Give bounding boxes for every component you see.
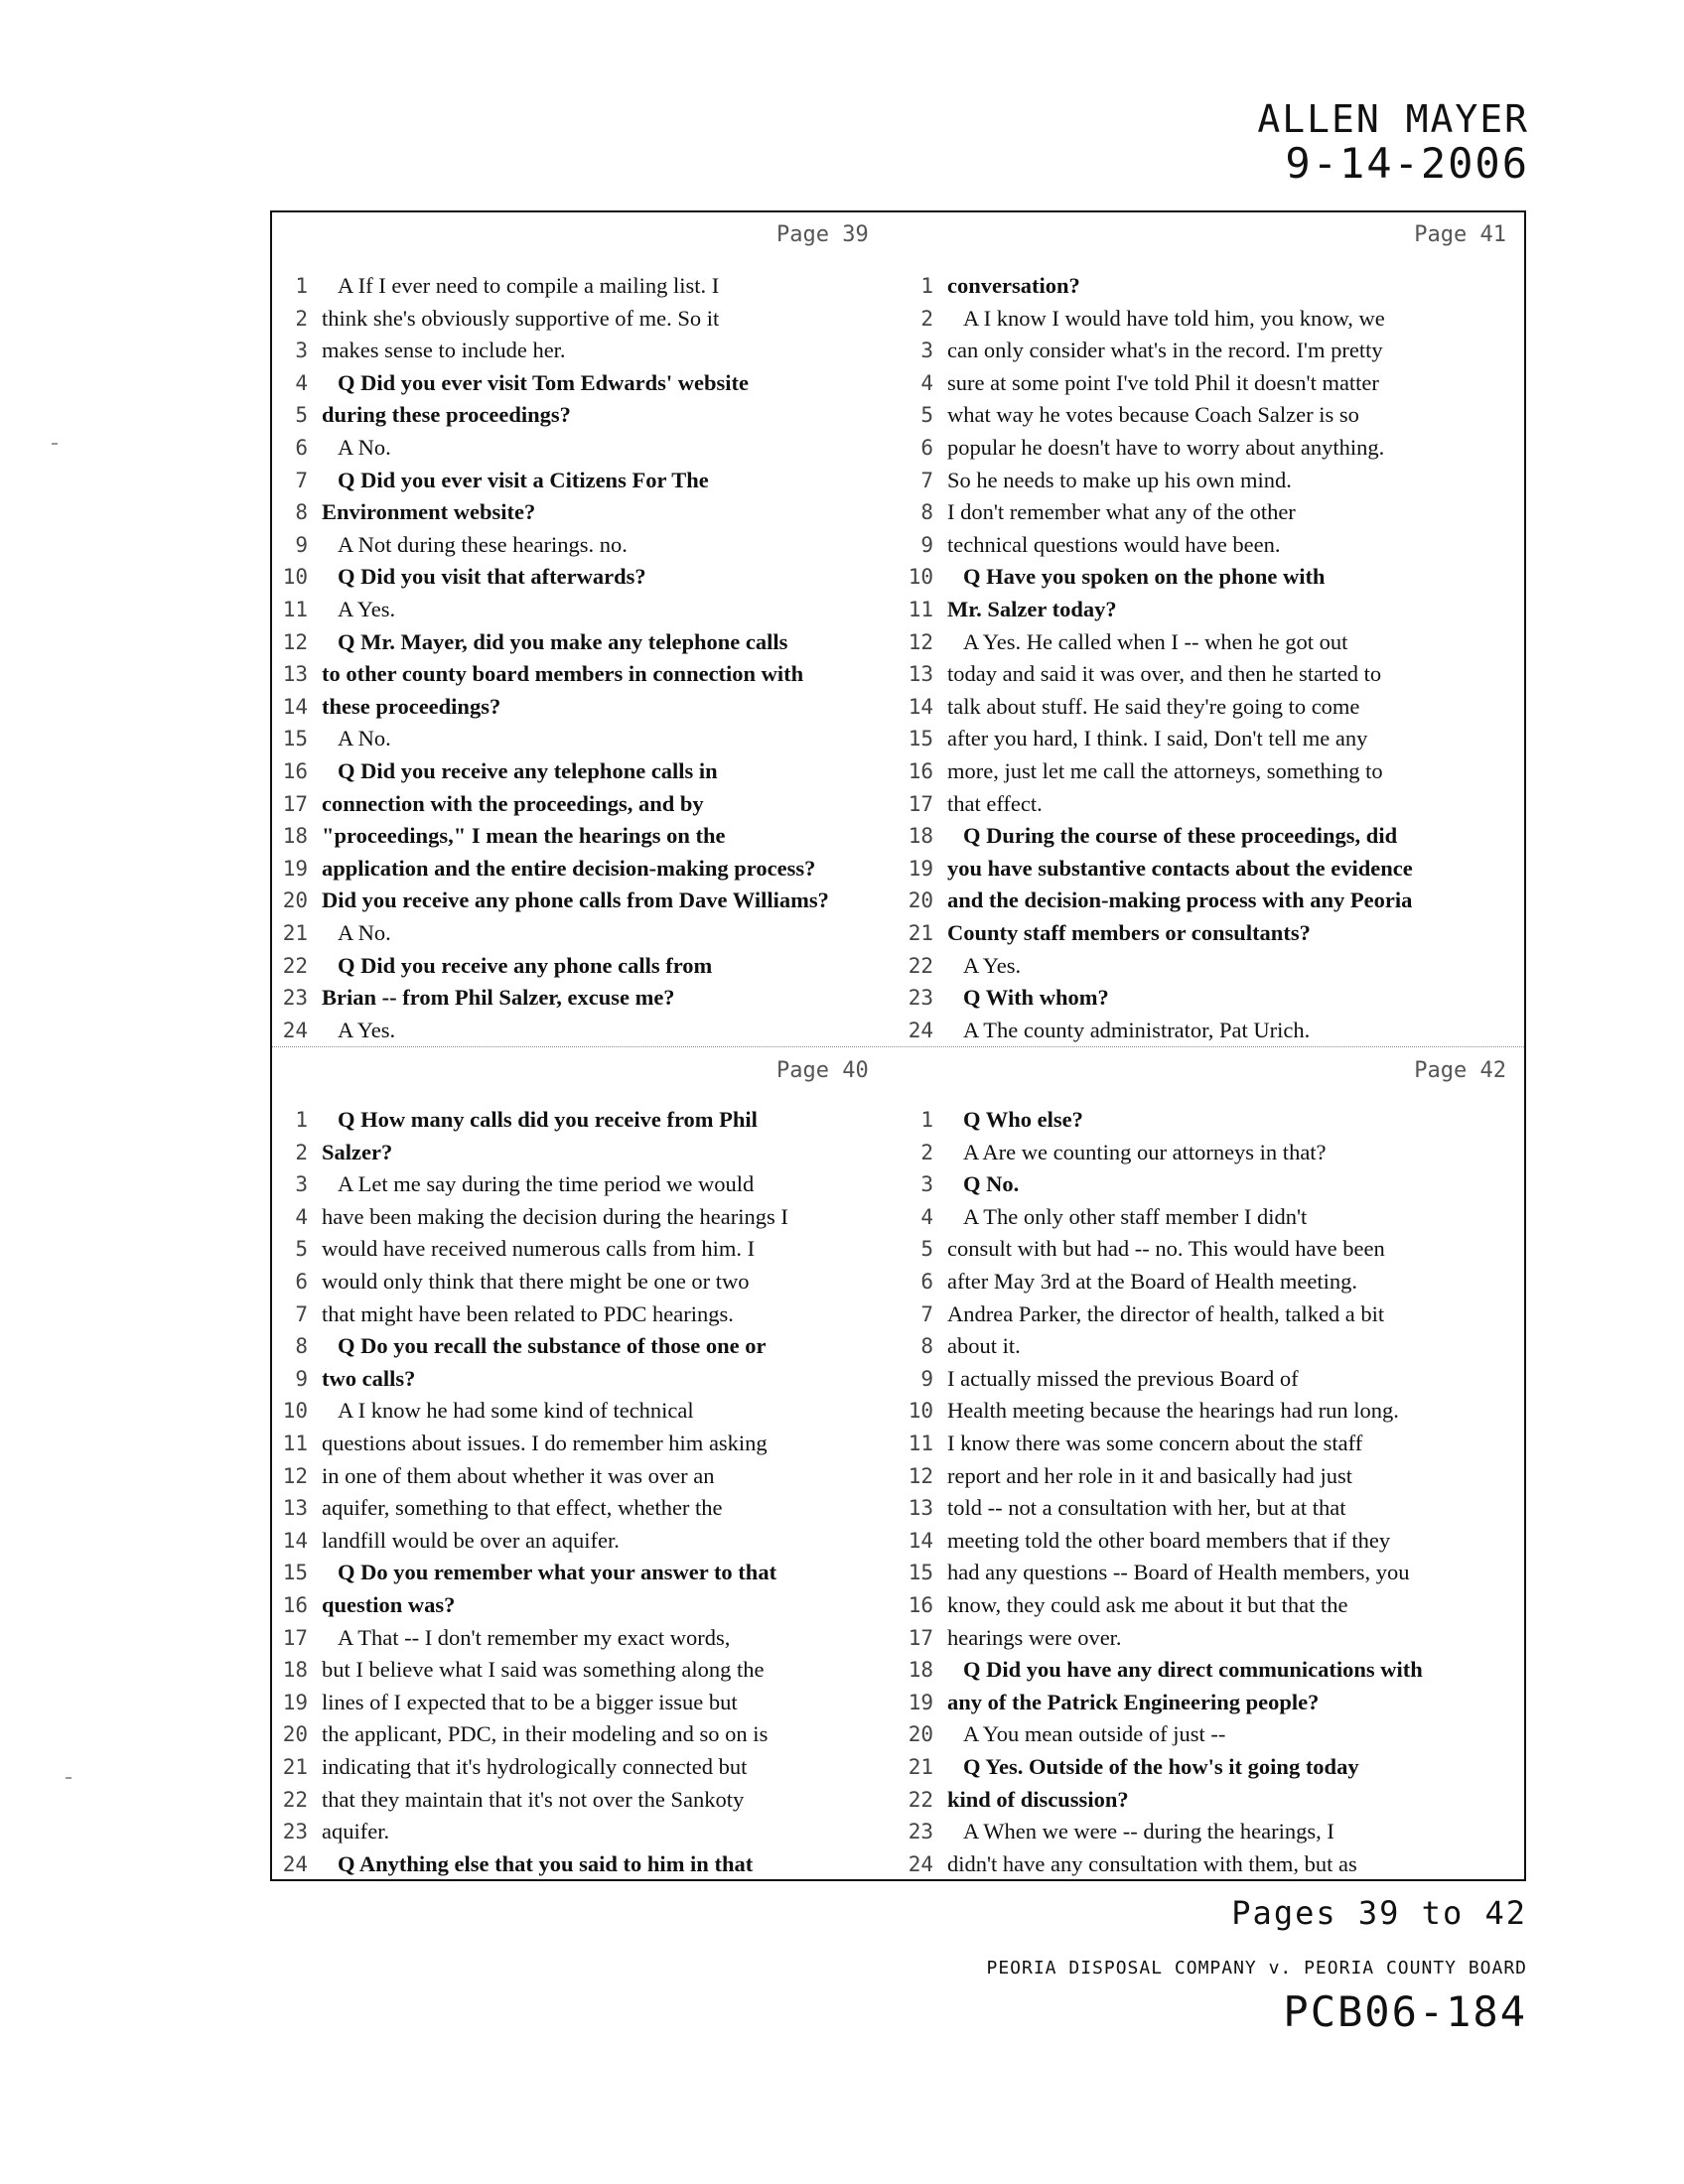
line-number: 20: [282, 888, 308, 913]
line-number: 8: [920, 500, 933, 525]
line-text: A The only other staff member I didn't: [963, 1203, 1308, 1229]
line-number: 17: [908, 791, 933, 816]
line-text: would only think that there might be one or two: [322, 1269, 750, 1294]
line-number: 21: [908, 921, 933, 945]
line-number: 17: [282, 1625, 308, 1650]
line-number: 2: [295, 1140, 308, 1164]
line-number: 2: [920, 306, 933, 331]
scan-speck: [66, 1777, 71, 1779]
line-text: the applicant, PDC, in their modeling and so on is: [322, 1721, 769, 1747]
line-number: 11: [282, 598, 308, 621]
line-text: Q With whom?: [963, 985, 1109, 1011]
line-number: 18: [908, 824, 933, 849]
line-number: 11: [908, 598, 933, 621]
line-number: 23: [282, 1820, 308, 1844]
line-text: Q Do you remember what your answer to that: [338, 1560, 777, 1585]
line-text: more, just let me call the attorneys, something to: [947, 758, 1383, 783]
line-text: application and the entire decision-making process?: [322, 855, 816, 881]
line-number: 12: [908, 1463, 933, 1488]
line-text: A Yes. He called when I -- when he got out: [963, 628, 1348, 654]
line-number: 1: [295, 274, 308, 298]
line-number: 24: [282, 1018, 308, 1042]
line-number: 21: [282, 921, 308, 945]
line-text: A Are we counting our attorneys in that?: [963, 1139, 1327, 1164]
line-text: know, they could ask me about it but that the: [947, 1592, 1348, 1617]
line-text: after May 3rd at the Board of Health meeting.: [947, 1269, 1357, 1294]
line-number: 13: [908, 662, 933, 687]
line-text: Environment website?: [322, 499, 536, 525]
line-text: didn't have any consultation with them, but as: [947, 1850, 1357, 1876]
line-number: 8: [295, 1334, 308, 1359]
line-text: kind of discussion?: [947, 1786, 1129, 1812]
line-text: can only consider what's in the record. I'm pretty: [947, 338, 1383, 363]
line-number: 14: [282, 694, 308, 719]
line-text: and the decision-making process with any Peoria: [947, 887, 1413, 913]
line-text: told -- not a consultation with her, but at that: [947, 1495, 1346, 1521]
line-text: Q No.: [963, 1171, 1020, 1197]
line-text: to other county board members in connection with: [322, 661, 804, 687]
line-text: Q During the course of these proceedings, did: [963, 823, 1398, 849]
line-number: 21: [908, 1755, 933, 1779]
line-number: 23: [282, 986, 308, 1011]
line-number: 15: [282, 727, 308, 751]
line-text: but I believe what I said was something along the: [322, 1657, 765, 1683]
line-number: 16: [908, 759, 933, 783]
transcript-frame: [270, 210, 1526, 1881]
line-number: 7: [295, 468, 308, 492]
line-number: 16: [908, 1593, 933, 1617]
deposition-date: 9-14-2006: [1285, 139, 1529, 188]
line-text: landfill would be over an aquifer.: [322, 1527, 620, 1553]
line-text: A You mean outside of just --: [963, 1721, 1226, 1747]
line-text: these proceedings?: [322, 693, 501, 719]
page-41-label: Page 41: [1414, 222, 1506, 247]
line-text: that they maintain that it's not over the Sankoty: [322, 1786, 745, 1812]
page-40-label: Page 40: [776, 1058, 869, 1083]
line-number: 6: [295, 436, 308, 460]
line-text: Salzer?: [322, 1139, 393, 1164]
line-number: 22: [908, 953, 933, 978]
line-number: 13: [282, 1496, 308, 1521]
line-number: 2: [920, 1140, 933, 1164]
line-text: sure at some point I've told Phil it doesn't matter: [947, 369, 1379, 395]
line-text: Q Did you receive any phone calls from: [338, 952, 713, 978]
line-number: 7: [295, 1301, 308, 1326]
line-text: A That -- I don't remember my exact words,: [338, 1624, 731, 1650]
line-text: A Yes.: [338, 1017, 396, 1042]
line-text: Mr. Salzer today?: [947, 597, 1117, 621]
line-text: So he needs to make up his own mind.: [947, 467, 1292, 492]
line-text: A No.: [338, 726, 391, 751]
case-caption: PEORIA DISPOSAL COMPANY v. PEORIA COUNTY BOARD: [986, 1958, 1527, 1979]
line-text: Q Mr. Mayer, did you make any telephone calls: [338, 628, 788, 654]
line-number: 1: [920, 1108, 933, 1132]
line-text: after you hard, I think. I said, Don't tell me any: [947, 726, 1368, 751]
line-number: 11: [908, 1432, 933, 1455]
line-number: 20: [908, 1722, 933, 1747]
line-text: aquifer.: [322, 1819, 390, 1844]
line-text: any of the Patrick Engineering people?: [947, 1689, 1320, 1714]
line-text: A I know he had some kind of technical: [338, 1398, 694, 1424]
line-text: "proceedings," I mean the hearings on the: [322, 823, 726, 849]
line-number: 19: [908, 856, 933, 881]
pages-range: Pages 39 to 42: [1231, 1894, 1527, 1932]
line-number: 8: [295, 500, 308, 525]
line-number: 19: [908, 1690, 933, 1714]
line-text: Q Who else?: [963, 1107, 1083, 1132]
line-number: 6: [295, 1270, 308, 1294]
line-text: Q Did you ever visit a Citizens For The: [338, 467, 709, 492]
line-number: 23: [908, 986, 933, 1011]
line-text: I know there was some concern about the staff: [947, 1431, 1363, 1455]
line-text: have been making the decision during the hearings I: [322, 1203, 788, 1229]
line-number: 18: [282, 1658, 308, 1683]
line-number: 23: [908, 1820, 933, 1844]
line-number: 19: [282, 1690, 308, 1714]
line-text: Q Did you have any direct communications with: [963, 1657, 1423, 1683]
line-number: 13: [282, 662, 308, 687]
line-text: Q Have you spoken on the phone with: [963, 564, 1326, 590]
line-text: Q Did you ever visit Tom Edwards' website: [338, 369, 749, 395]
line-number: 4: [920, 370, 933, 395]
quadrant-divider: [272, 1046, 1524, 1047]
line-text: questions about issues. I do remember him asking: [322, 1431, 768, 1455]
line-text: A The county administrator, Pat Urich.: [963, 1017, 1311, 1042]
line-number: 10: [282, 1399, 308, 1424]
line-number: 14: [908, 694, 933, 719]
line-text: A Let me say during the time period we would: [338, 1171, 755, 1197]
line-number: 12: [282, 1463, 308, 1488]
line-text: Q Did you visit that afterwards?: [338, 564, 646, 590]
deponent-name: ALLEN MAYER: [1257, 97, 1529, 141]
line-text: Did you receive any phone calls from Dave Williams?: [322, 887, 829, 913]
line-text: I don't remember what any of the other: [947, 499, 1296, 525]
line-number: 9: [295, 532, 308, 557]
line-text: lines of I expected that to be a bigger issue but: [322, 1689, 738, 1714]
scan-speck: [52, 443, 58, 445]
line-text: makes sense to include her.: [322, 338, 566, 363]
line-text: during these proceedings?: [322, 402, 571, 428]
line-text: County staff members or consultants?: [947, 920, 1311, 945]
line-number: 12: [908, 629, 933, 654]
line-text: report and her role in it and basically had just: [947, 1462, 1352, 1488]
line-text: Brian -- from Phil Salzer, excuse me?: [322, 985, 675, 1011]
line-number: 15: [908, 1561, 933, 1585]
line-number: 24: [908, 1018, 933, 1042]
line-number: 10: [908, 565, 933, 590]
line-number: 8: [920, 1334, 933, 1359]
line-text: hearings were over.: [947, 1624, 1122, 1650]
line-number: 1: [920, 274, 933, 298]
line-number: 4: [295, 1204, 308, 1229]
line-text: A If I ever need to compile a mailing list. I: [338, 273, 720, 298]
line-text: Q How many calls did you receive from Phil: [338, 1107, 758, 1132]
line-text: A I know I would have told him, you know, we: [963, 305, 1385, 331]
line-text: Q Anything else that you said to him in that: [338, 1850, 754, 1876]
line-number: 16: [282, 759, 308, 783]
line-number: 22: [282, 1787, 308, 1812]
line-number: 12: [282, 629, 308, 654]
line-number: 20: [282, 1722, 308, 1747]
line-number: 22: [908, 1787, 933, 1812]
line-text: think she's obviously supportive of me. So it: [322, 305, 720, 331]
line-text: in one of them about whether it was over an: [322, 1462, 715, 1488]
line-text: A Yes.: [963, 952, 1022, 978]
line-text: you have substantive contacts about the evidence: [947, 855, 1413, 881]
line-number: 5: [295, 1237, 308, 1262]
line-number: 11: [282, 1432, 308, 1455]
line-number: 22: [282, 953, 308, 978]
line-number: 3: [920, 339, 933, 363]
line-number: 3: [295, 339, 308, 363]
line-text: Andrea Parker, the director of health, talked a bit: [947, 1300, 1385, 1326]
line-number: 5: [295, 403, 308, 428]
line-number: 16: [282, 1593, 308, 1617]
line-number: 7: [920, 1301, 933, 1326]
line-text: indicating that it's hydrologically connected but: [322, 1754, 748, 1779]
line-text: question was?: [322, 1592, 456, 1617]
line-number: 24: [282, 1851, 308, 1876]
line-number: 5: [920, 1237, 933, 1262]
line-number: 6: [920, 436, 933, 460]
line-number: 15: [282, 1561, 308, 1585]
case-number: PCB06-184: [1283, 1987, 1527, 2036]
line-number: 13: [908, 1496, 933, 1521]
line-text: A Yes.: [338, 597, 396, 621]
line-text: talk about stuff. He said they're going to come: [947, 693, 1360, 719]
line-number: 3: [920, 1172, 933, 1197]
line-text: two calls?: [322, 1365, 416, 1391]
line-number: 18: [282, 824, 308, 849]
line-text: A No.: [338, 435, 391, 460]
line-number: 15: [908, 727, 933, 751]
line-number: 10: [282, 565, 308, 590]
line-text: that effect.: [947, 790, 1043, 816]
line-number: 9: [295, 1366, 308, 1391]
line-number: 17: [908, 1625, 933, 1650]
line-number: 6: [920, 1270, 933, 1294]
line-number: 14: [282, 1528, 308, 1553]
line-text: that might have been related to PDC hearings.: [322, 1300, 734, 1326]
line-number: 4: [920, 1204, 933, 1229]
line-number: 17: [282, 791, 308, 816]
line-number: 24: [908, 1851, 933, 1876]
line-number: 10: [908, 1399, 933, 1424]
line-text: popular he doesn't have to worry about anything.: [947, 435, 1385, 460]
line-number: 1: [295, 1108, 308, 1132]
line-number: 21: [282, 1755, 308, 1779]
line-number: 20: [908, 888, 933, 913]
line-number: 9: [920, 1366, 933, 1391]
line-text: Health meeting because the hearings had run long.: [947, 1398, 1399, 1424]
line-text: today and said it was over, and then he started to: [947, 661, 1382, 687]
line-number: 3: [295, 1172, 308, 1197]
page-39-label: Page 39: [776, 222, 869, 247]
line-number: 2: [295, 306, 308, 331]
line-text: A No.: [338, 920, 391, 945]
line-text: had any questions -- Board of Health members, you: [947, 1560, 1410, 1585]
line-text: I actually missed the previous Board of: [947, 1365, 1299, 1391]
line-text: A When we were -- during the hearings, I: [963, 1819, 1334, 1844]
line-text: about it.: [947, 1333, 1021, 1359]
line-number: 19: [282, 856, 308, 881]
line-number: 5: [920, 403, 933, 428]
line-text: connection with the proceedings, and by: [322, 790, 704, 816]
line-number: 18: [908, 1658, 933, 1683]
line-text: Q Yes. Outside of the how's it going today: [963, 1754, 1359, 1779]
line-text: conversation?: [947, 273, 1080, 298]
line-text: consult with but had -- no. This would have been: [947, 1236, 1385, 1262]
line-number: 9: [920, 532, 933, 557]
line-text: Q Do you recall the substance of those one or: [338, 1333, 767, 1359]
line-text: A Not during these hearings. no.: [338, 531, 628, 557]
page-42-label: Page 42: [1414, 1058, 1506, 1083]
line-text: aquifer, something to that effect, whether the: [322, 1495, 723, 1521]
line-text: meeting told the other board members that if they: [947, 1527, 1391, 1553]
line-text: what way he votes because Coach Salzer is so: [947, 402, 1359, 428]
line-number: 7: [920, 468, 933, 492]
line-number: 14: [908, 1528, 933, 1553]
line-text: Q Did you receive any telephone calls in: [338, 758, 718, 783]
line-text: would have received numerous calls from him. I: [322, 1236, 756, 1262]
line-text: technical questions would have been.: [947, 531, 1281, 557]
line-number: 4: [295, 370, 308, 395]
